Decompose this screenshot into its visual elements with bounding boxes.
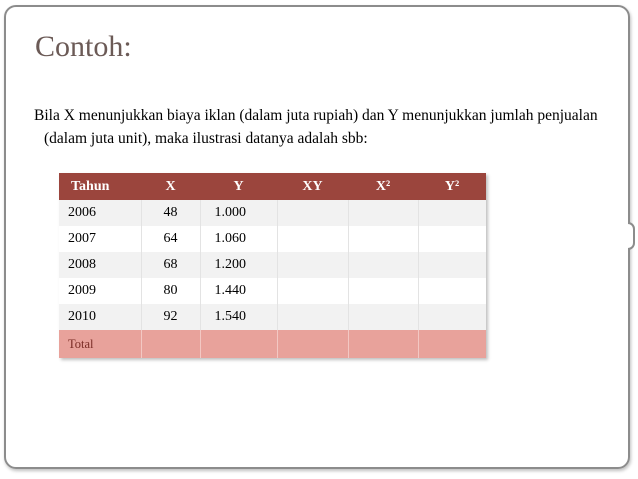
header-x2: X² <box>348 173 418 200</box>
total-y2 <box>418 330 486 358</box>
cell-tahun: 2006 <box>59 200 141 226</box>
cell-y2 <box>418 200 486 226</box>
header-y2: Y² <box>418 173 486 200</box>
table-header-row <box>59 173 486 200</box>
cell-x: 80 <box>141 278 200 304</box>
cell-x2 <box>348 304 418 330</box>
cell-y: 1.000 <box>200 200 277 226</box>
cell-y: 1.440 <box>200 278 277 304</box>
cell-x: 48 <box>141 200 200 226</box>
table-row <box>59 226 486 252</box>
table-row <box>59 252 486 278</box>
cell-y2 <box>418 252 486 278</box>
cell-xy <box>277 226 348 252</box>
table-row <box>59 278 486 304</box>
cell-tahun: 2010 <box>59 304 141 330</box>
cell-x2 <box>348 278 418 304</box>
data-table <box>59 173 486 358</box>
slide-title: Contoh: <box>35 30 132 63</box>
header-x: X <box>141 173 200 200</box>
slide-paragraph: Bila X menunjukkan biaya iklan (dalam juta rupiah) dan Y menunjukkan jumlah penjualan (dalam juta unit), maka ilustrasi datanya adalah sbb: <box>34 107 598 147</box>
total-xy <box>277 330 348 358</box>
cell-xy <box>277 304 348 330</box>
cell-y: 1.200 <box>200 252 277 278</box>
cell-x: 68 <box>141 252 200 278</box>
cell-y: 1.540 <box>200 304 277 330</box>
cell-y2 <box>418 304 486 330</box>
table-row <box>59 304 486 330</box>
slide-tab-decoration <box>628 222 635 250</box>
header-xy: XY <box>277 173 348 200</box>
header-tahun: Tahun <box>59 173 141 200</box>
cell-tahun: 2008 <box>59 252 141 278</box>
table-total-row <box>59 330 486 358</box>
total-y <box>200 330 277 358</box>
cell-tahun: 2007 <box>59 226 141 252</box>
total-x <box>141 330 200 358</box>
cell-y: 1.060 <box>200 226 277 252</box>
cell-xy <box>277 200 348 226</box>
cell-tahun: 2009 <box>59 278 141 304</box>
cell-x2 <box>348 200 418 226</box>
table-row <box>59 200 486 226</box>
cell-x: 64 <box>141 226 200 252</box>
cell-x2 <box>348 226 418 252</box>
cell-xy <box>277 252 348 278</box>
cell-xy <box>277 278 348 304</box>
cell-x: 92 <box>141 304 200 330</box>
cell-y2 <box>418 226 486 252</box>
header-y: Y <box>200 173 277 200</box>
cell-y2 <box>418 278 486 304</box>
total-label: Total <box>59 330 141 358</box>
total-x2 <box>348 330 418 358</box>
cell-x2 <box>348 252 418 278</box>
